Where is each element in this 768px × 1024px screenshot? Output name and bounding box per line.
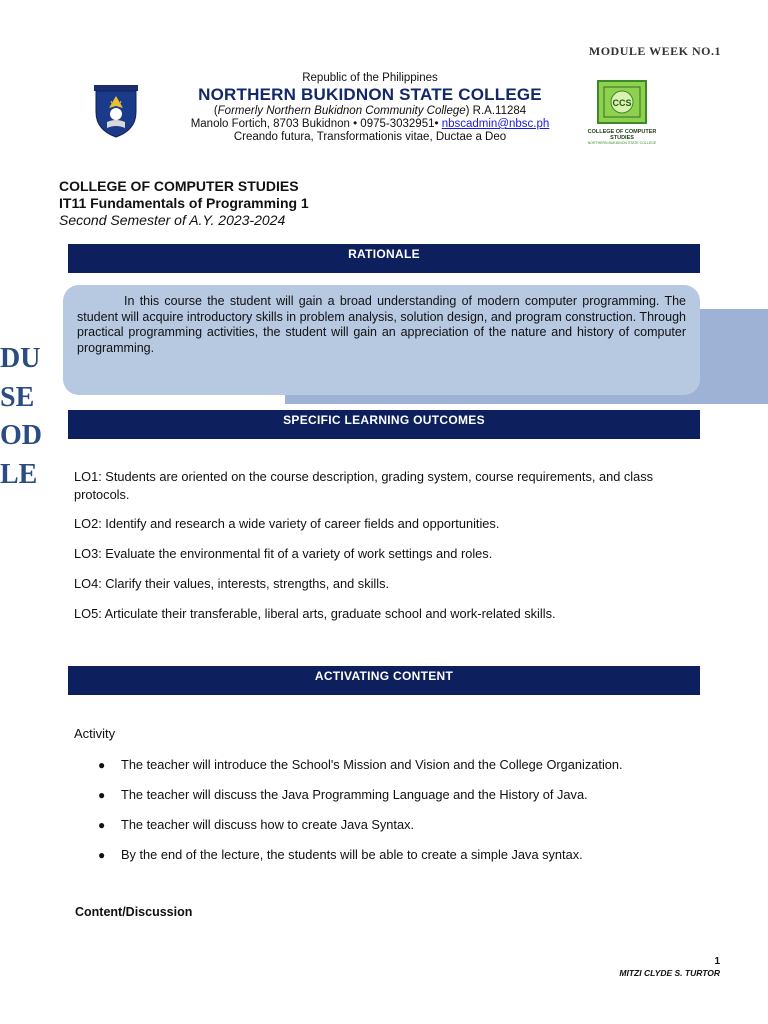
activating-content-header: ACTIVATING CONTENT: [68, 666, 700, 695]
formerly-name: Formerly Northern Bukidnon Community College: [217, 105, 466, 117]
learning-outcomes-header: SPECIFIC LEARNING OUTCOMES: [68, 410, 700, 439]
side-text-line: SE: [0, 381, 35, 413]
side-text: [0, 340, 42, 494]
address-line: Manolo Fortich, 8703 Bukidnon • 0975-3032951• nbscadmin@nbsc.ph: [190, 118, 550, 130]
republic-line: Republic of the Philippines: [302, 72, 438, 84]
email-link[interactable]: nbscadmin@nbsc.ph: [441, 118, 550, 130]
rationale-box: In this course the student will gain a broad understanding of modern computer programming. The student will acquire introductory skills in problem analysis, solution design, and program construction. Through practical programming activities, the student will gain an appreciation of the nature and history of computer programming.: [63, 285, 700, 395]
learning-outcome-item: LO1: Students are oriented on the course description, grading system, course requirements, and class protocols.: [74, 469, 654, 502]
semester-line: Second Semester of A.Y. 2023-2024: [59, 212, 286, 228]
institution-header: [140, 72, 600, 144]
ccs-logo-emblem: [584, 80, 660, 124]
ccs-logo-caption: COLLEGE OF COMPUTER STUDIES: [587, 129, 657, 141]
content-discussion-heading: Content/Discussion: [75, 905, 193, 919]
rationale-header: RATIONALE: [68, 244, 700, 273]
activity-item-text: The teacher will discuss how to create Java Syntax.: [121, 817, 415, 832]
bullet-icon: ●: [98, 818, 106, 832]
formerly-line: (Formerly Northern Bukidnon Community College) R.A.11284: [213, 105, 527, 117]
college-seal-logo: [93, 84, 139, 138]
activity-item-text: By the end of the lecture, the students will be able to create a simple Java syntax.: [121, 847, 583, 862]
side-text-line: DU: [0, 343, 41, 374]
activity-item-text: The teacher will discuss the Java Programming Language and the History of Java.: [121, 787, 588, 802]
learning-outcome-item: LO5: Articulate their transferable, liberal arts, graduate school and work-related skills.: [74, 606, 556, 621]
college-name: NORTHERN BUKIDNON STATE COLLEGE: [198, 85, 542, 104]
side-text-line: LE: [0, 458, 38, 490]
ccs-badge-text: CCS: [612, 98, 632, 108]
learning-outcome-item: LO3: Evaluate the environmental fit of a variety of work settings and roles.: [74, 546, 493, 561]
page-number: 1: [714, 956, 720, 967]
learning-outcome-item: LO4: Clarify their values, interests, strengths, and skills.: [74, 576, 390, 591]
motto-line: Creando futura, Transformationis vitae, Ductae a Deo: [233, 131, 507, 143]
bullet-icon: ●: [98, 848, 106, 862]
department-name: COLLEGE OF COMPUTER STUDIES: [59, 178, 299, 194]
activity-item: [98, 847, 583, 863]
activity-item: [98, 817, 414, 833]
side-text-line: OD: [0, 420, 42, 451]
activity-item: [98, 787, 588, 803]
activity-label: Activity: [74, 726, 116, 741]
course-title: IT11 Fundamentals of Programming 1: [59, 195, 309, 211]
bullet-icon: ●: [98, 758, 106, 772]
activity-item: [98, 757, 623, 773]
learning-outcome-item: LO2: Identify and research a wide variety of career fields and opportunities.: [74, 516, 500, 531]
author-name: MITZI CLYDE S. TURTOR: [619, 968, 720, 978]
course-info: [59, 178, 309, 229]
ccs-logo-subcaption: NORTHERN BUKIDNON STATE COLLEGE: [587, 141, 657, 145]
module-week-label: MODULE WEEK NO.1: [588, 44, 721, 58]
ccs-logo: [584, 80, 660, 145]
bullet-icon: ●: [98, 788, 106, 802]
activity-item-text: The teacher will introduce the School's Mission and Vision and the College Organization.: [121, 757, 623, 772]
